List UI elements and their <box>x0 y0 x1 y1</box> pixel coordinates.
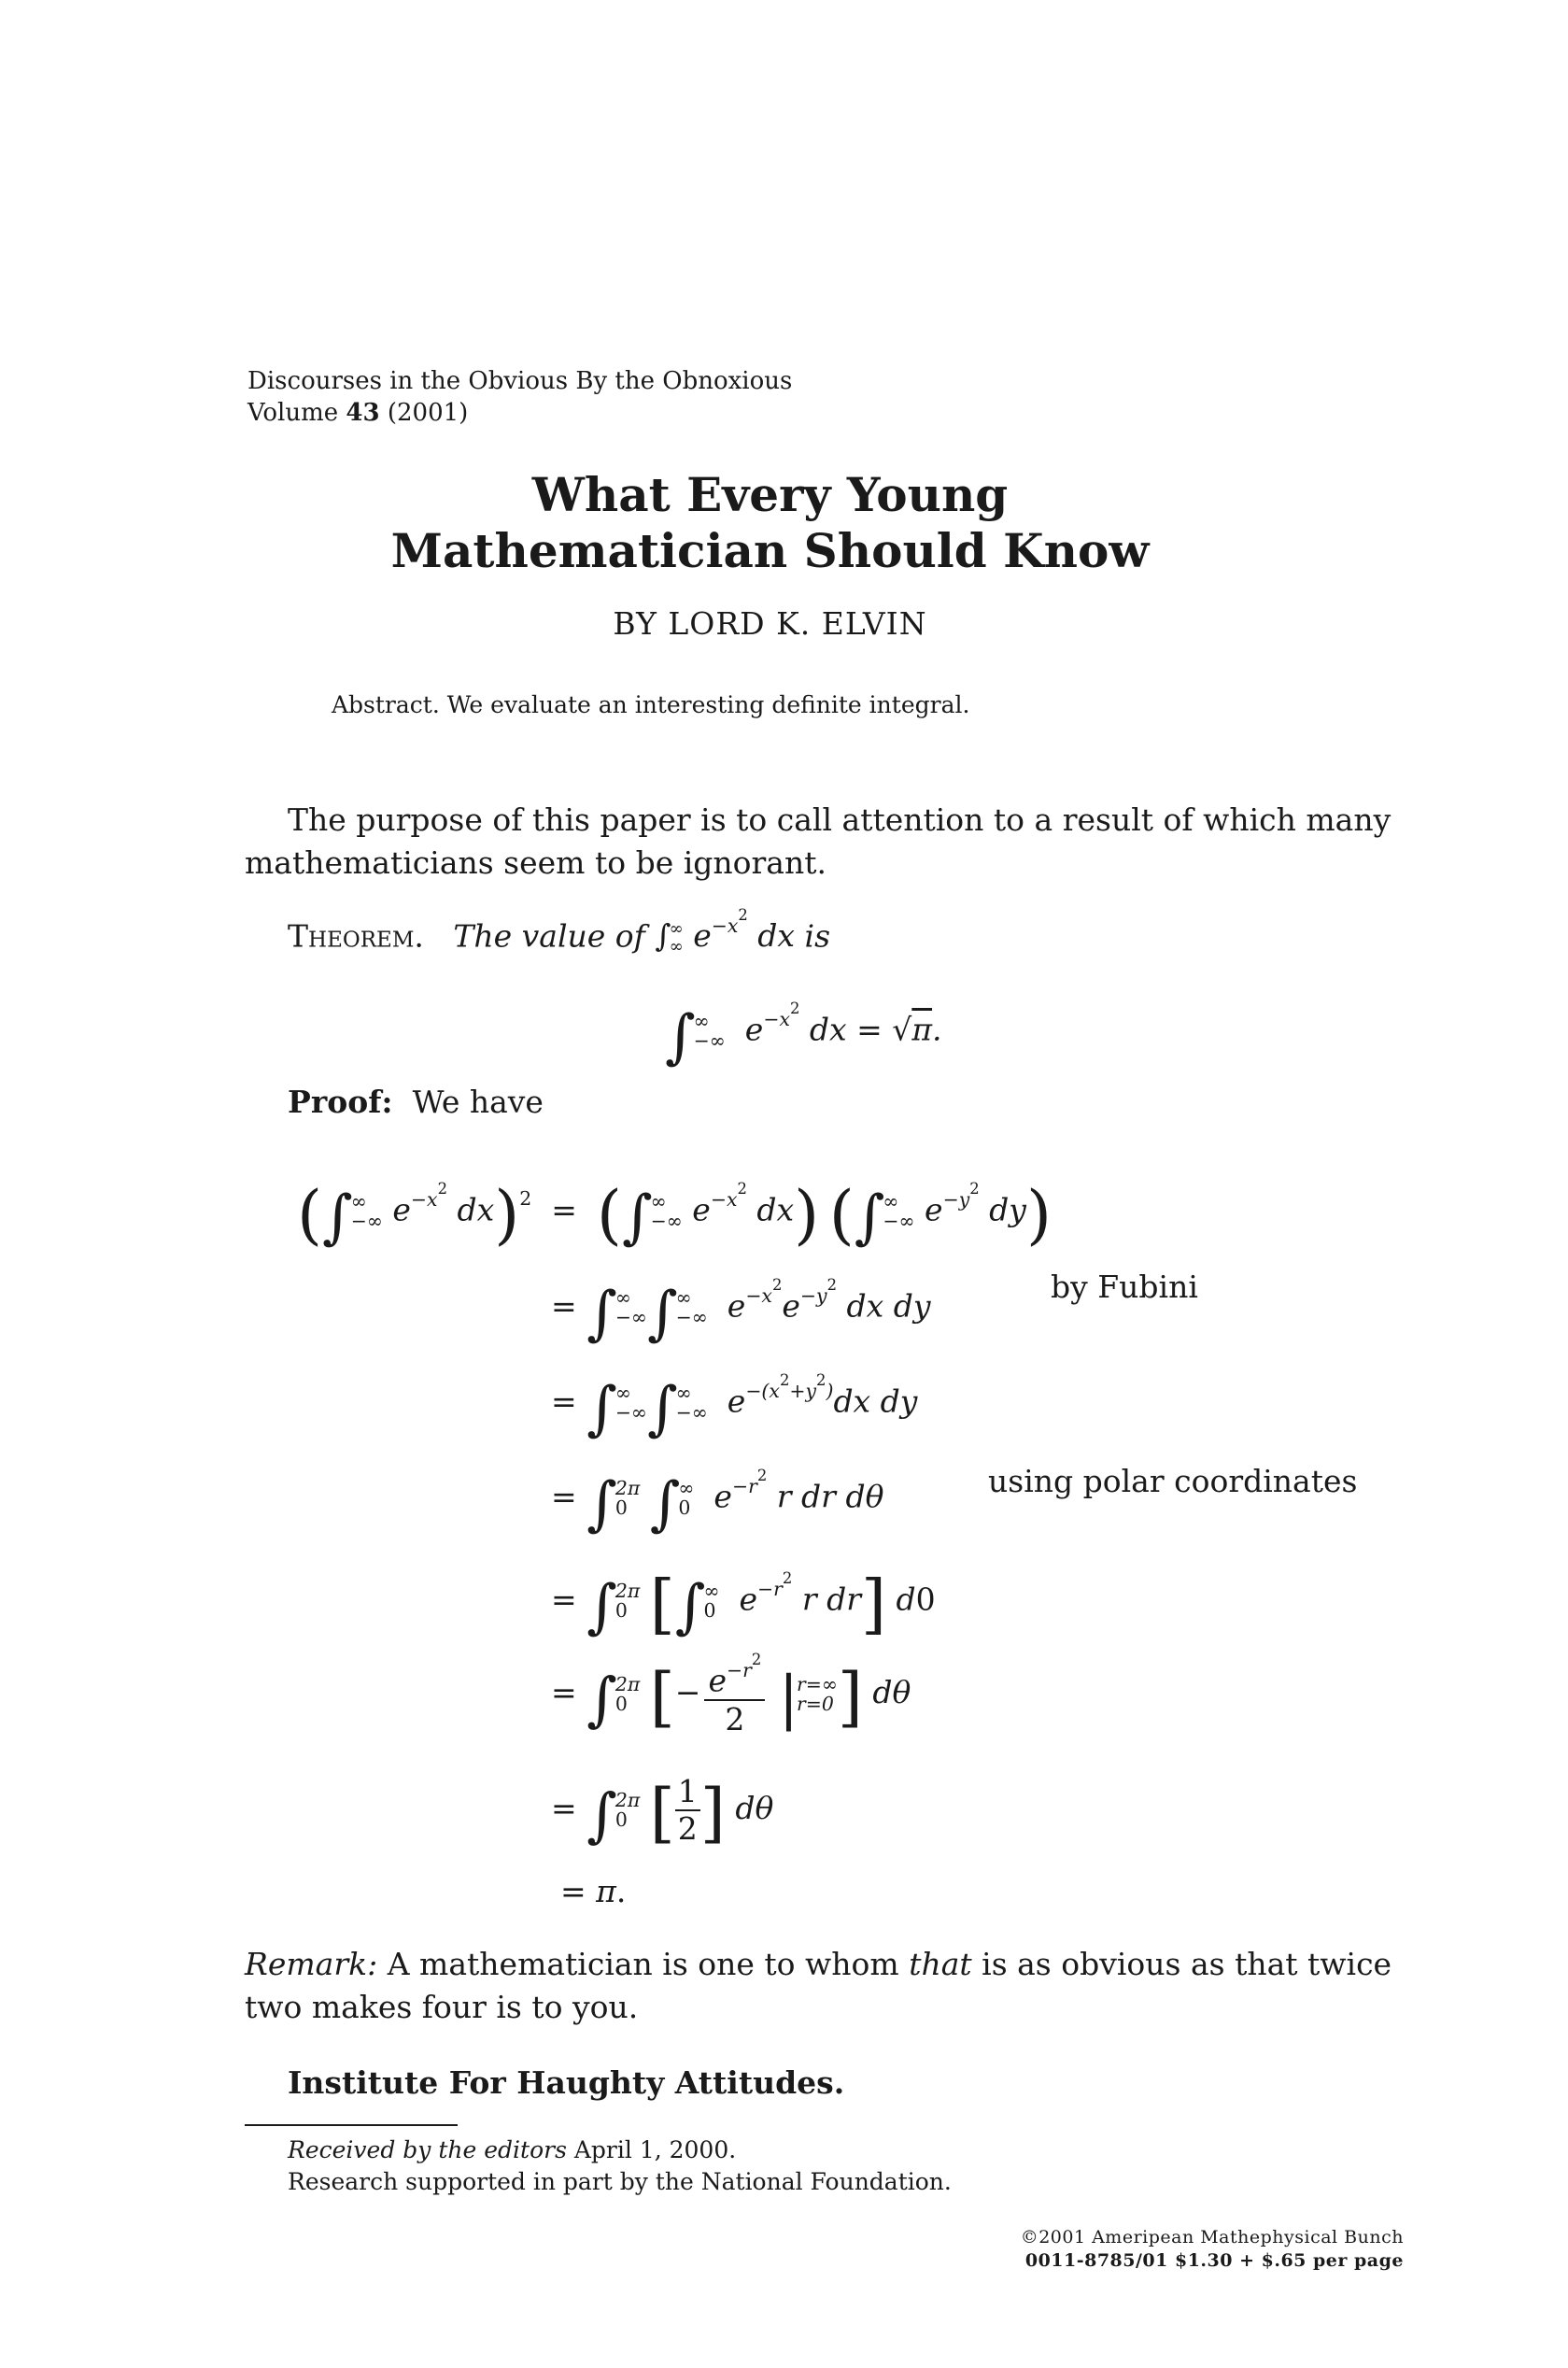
remark-emphasis: that <box>909 1946 972 1982</box>
remark-line-2: two makes four is to you. <box>245 1989 639 2025</box>
institution: Institute For Haughty Attitudes. <box>288 2064 845 2101</box>
derivation-step-5: = ∫ 2π 0 [∫ ∞ 0 $e^{-r^2}$ r dr] d0 <box>551 1567 936 1642</box>
remark-line-1 <box>245 1946 1391 1982</box>
footnote-support: Research supported in part by the National Foundation. <box>288 2168 952 2195</box>
intro-line-2: mathematicians seem to be ignorant. <box>245 844 826 881</box>
remark-label: Remark: <box>245 1946 378 1982</box>
copyright-line-1: ©2001 Ameripean Mathephysical Bunch <box>1020 2227 1404 2247</box>
note-polar: using polar coordinates <box>988 1463 1358 1499</box>
received-label: Received by the editors <box>288 2136 567 2163</box>
volume-prefix: Volume <box>247 399 339 427</box>
received-date: April 1, 2000. <box>573 2136 737 2163</box>
title-line-2: Mathematician Should Know <box>390 523 1150 578</box>
copyright-line-2: 0011-8785/01 $1.30 + $.65 per page <box>1024 2250 1404 2271</box>
derivation-step-3: = ∫ ∞ −∞ ∫ ∞ −∞ $e^{-(x^2+y^2)}dx$ dy <box>551 1371 918 1442</box>
remark-text-b: is as obvious as that twice <box>982 1946 1392 1982</box>
theorem-text-before: The value of <box>453 917 645 955</box>
author: BY LORD K. ELVIN <box>613 605 927 642</box>
inline-integral: ∫ ∞ ∞ $e^{-x^2}$ dx <box>655 906 796 957</box>
theorem-equation: ∫ ∞ −∞ $e^{-x^2}$ dx = √π. <box>665 1000 942 1071</box>
proof-line <box>288 1084 544 1120</box>
derivation-step-7: = ∫ 2π 0 [ $\frac{1}{2}$ ] dθ <box>551 1773 774 1851</box>
abstract <box>332 691 969 718</box>
footnote-rule <box>245 2124 458 2126</box>
volume-line <box>247 399 468 427</box>
volume-number: 43 <box>346 399 380 427</box>
derivation-step-2: = ∫ ∞ −∞ ∫ ∞ −∞ $e^{-x^2}e^{-y^2}$ dx dy <box>551 1276 931 1347</box>
derivation-step-1: (∫ ∞ −∞ $e^{-x^2}$ dx)$^2$ = (∫ ∞ −∞ $e^{-x^2}$ dx) (∫ ∞ −∞ $e^{-y^2}$ dy) <box>297 1177 1052 1253</box>
note-fubini: by Fubini <box>1051 1269 1198 1305</box>
volume-year: (2001) <box>387 399 469 427</box>
abstract-label: Abstract. <box>332 691 440 718</box>
theorem-label: Theorem. <box>288 917 424 955</box>
title-line-1: What Every Young <box>531 467 1009 522</box>
footnote-received <box>288 2136 736 2163</box>
proof-label: Proof: <box>288 1084 393 1120</box>
remark-text-a: A mathematician is one to whom <box>387 1946 899 1982</box>
journal-name: Discourses in the Obvious By the Obnoxious <box>247 367 793 395</box>
intro-line-1: The purpose of this paper is to call attention to a result of which many <box>288 801 1391 838</box>
abstract-text: We evaluate an interesting definite integral. <box>446 691 970 718</box>
proof-text: We have <box>412 1084 544 1120</box>
theorem-text-after: is <box>804 917 831 955</box>
derivation-step-8: = π. <box>560 1873 627 1909</box>
theorem-statement <box>288 906 830 957</box>
derivation-step-4: = ∫ 2π 0 ∫ ∞ 0 $e^{-r^2}$ r dr dθ <box>551 1467 884 1538</box>
derivation-step-6: = ∫ 2π 0 [− $\frac{e^{-r^2}}{2}$ | r=∞ r=0 ] dθ <box>551 1651 911 1738</box>
